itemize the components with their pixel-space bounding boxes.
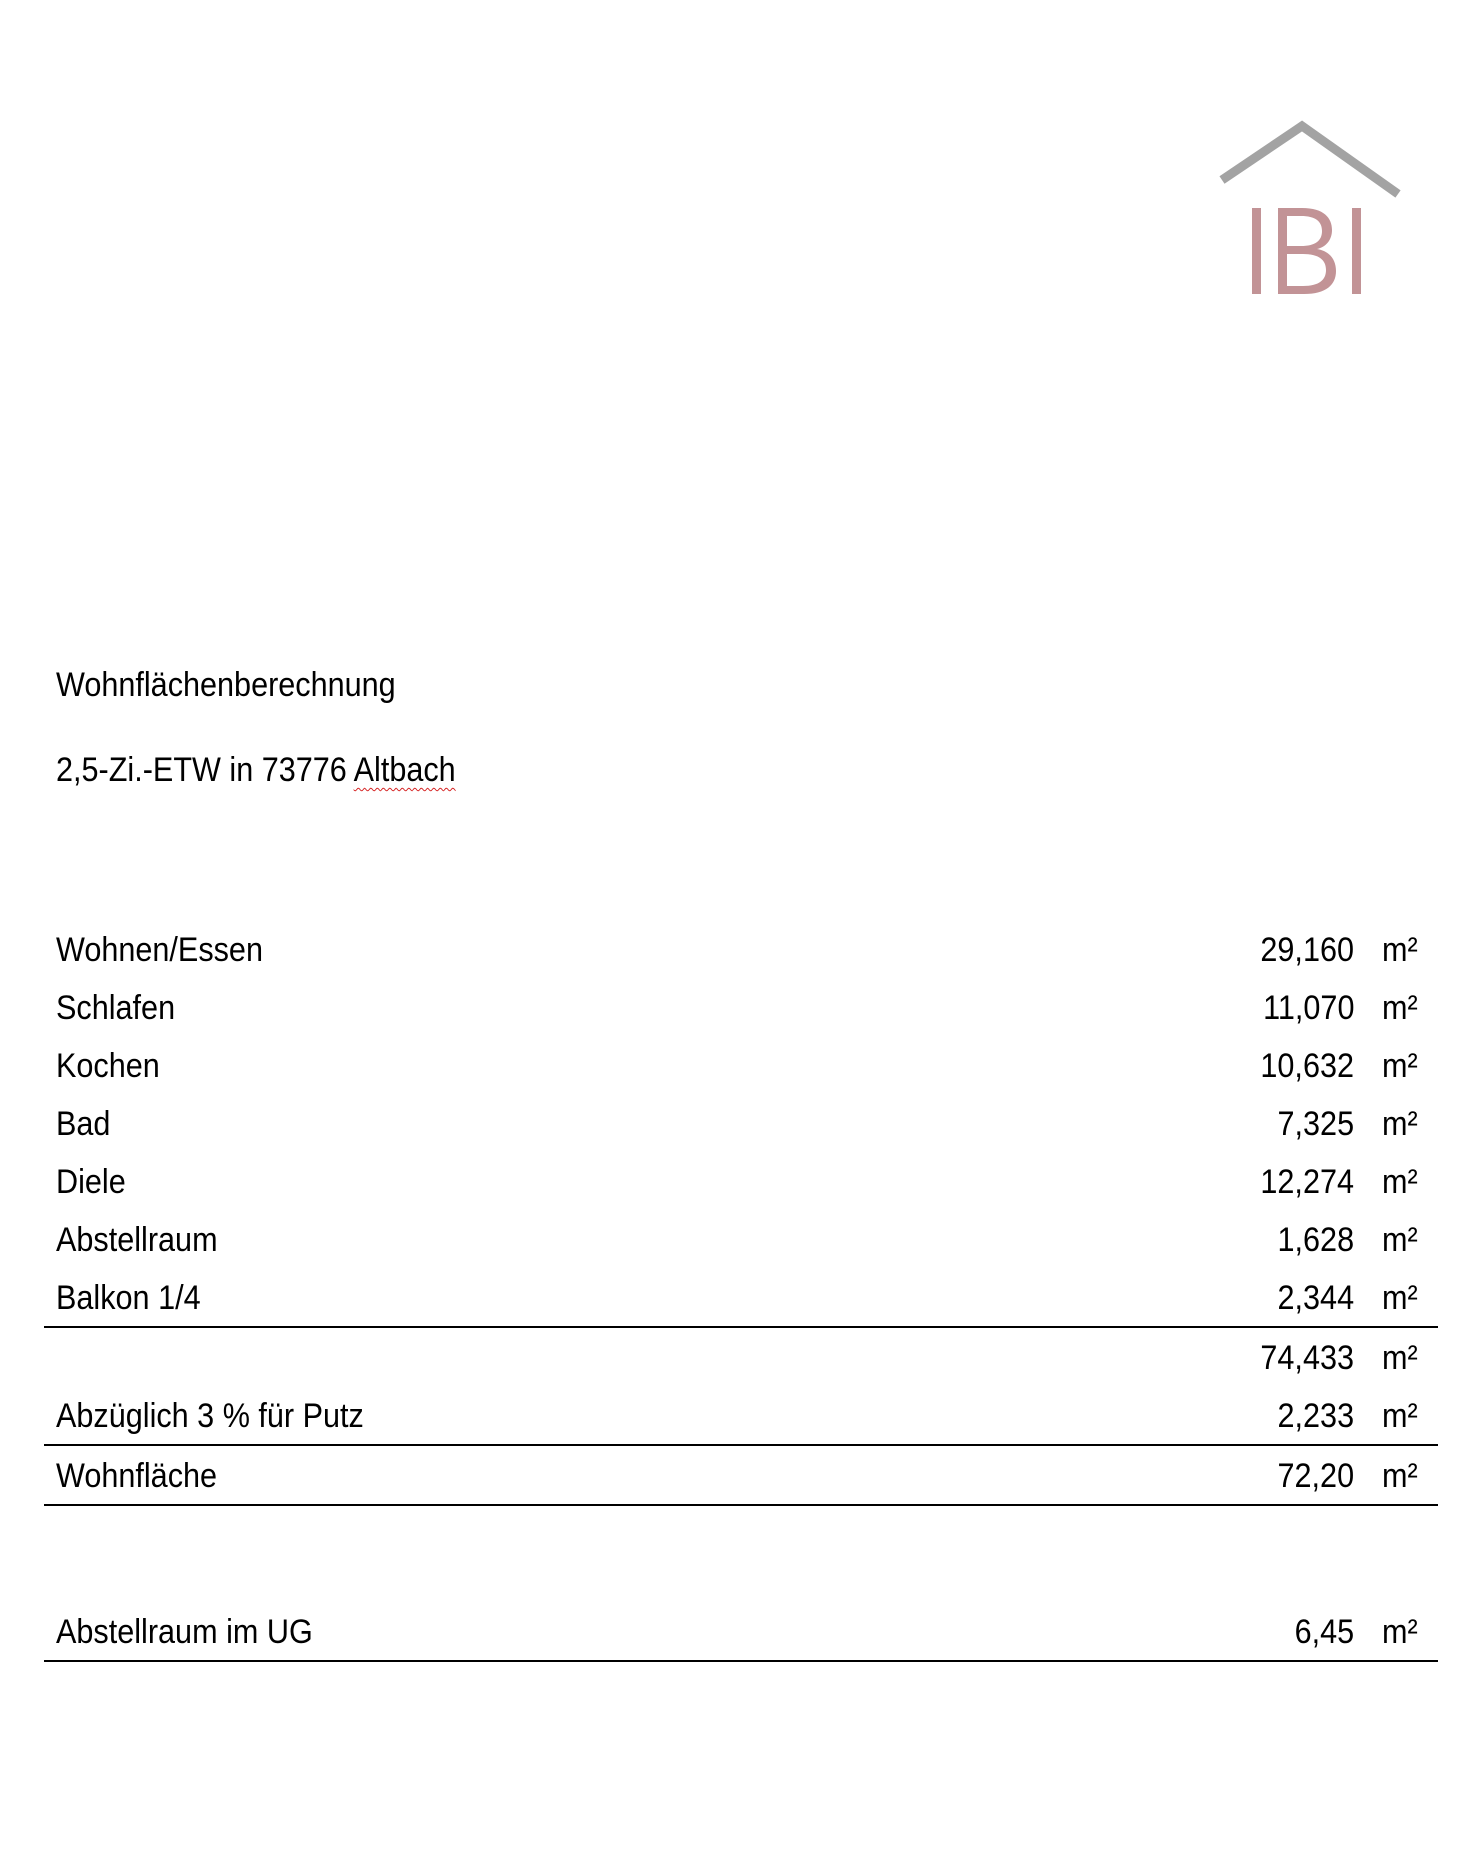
room-label: Abstellraum [56, 1221, 218, 1259]
table-row [44, 1268, 1438, 1328]
table-row [44, 1094, 1438, 1152]
room-label: Schlafen [56, 989, 176, 1027]
total-row [44, 1446, 1438, 1506]
area-unit: m² [1382, 1613, 1418, 1651]
document-subtitle [56, 751, 456, 790]
room-area: 7,325 [1277, 1105, 1354, 1143]
area-unit: m² [1382, 1457, 1418, 1495]
subtotal-row [44, 1328, 1438, 1386]
table-row [44, 1210, 1438, 1268]
area-unit: m² [1382, 1339, 1418, 1377]
area-table [44, 920, 1438, 1506]
table-row [44, 978, 1438, 1036]
area-unit: m² [1382, 1221, 1418, 1259]
area-unit: m² [1382, 931, 1418, 969]
company-logo [1200, 118, 1420, 308]
storage-label: Abstellraum im UG [56, 1613, 313, 1651]
area-unit: m² [1382, 1397, 1418, 1435]
logo-letters [1252, 208, 1361, 294]
deduction-label: Abzüglich 3 % für Putz [56, 1397, 364, 1435]
subtitle-prefix: 2,5-Zi.-ETW in 73776 [56, 751, 354, 789]
table-row [44, 1152, 1438, 1210]
roof-icon [1222, 126, 1398, 194]
room-area: 1,628 [1277, 1221, 1354, 1259]
room-label: Balkon 1/4 [56, 1279, 201, 1317]
table-row [44, 1036, 1438, 1094]
room-label: Kochen [56, 1047, 160, 1085]
subtitle-place: Altbach [353, 751, 456, 789]
room-label: Bad [56, 1105, 111, 1143]
deduction-row [44, 1386, 1438, 1446]
room-label: Diele [56, 1163, 126, 1201]
total-label: Wohnfläche [56, 1457, 218, 1495]
storage-row [44, 1602, 1438, 1662]
area-unit: m² [1382, 1047, 1418, 1085]
storage-area: 6,45 [1294, 1613, 1354, 1651]
total-area: 72,20 [1277, 1457, 1354, 1495]
table-row [44, 920, 1438, 978]
area-unit: m² [1382, 989, 1418, 1027]
room-area: 10,632 [1260, 1047, 1354, 1085]
room-area: 2,344 [1277, 1279, 1354, 1317]
storage-table [44, 1602, 1438, 1662]
area-unit: m² [1382, 1163, 1418, 1201]
room-area: 12,274 [1260, 1163, 1354, 1201]
document-title: Wohnflächenberechnung [56, 666, 396, 704]
room-area: 11,070 [1262, 989, 1354, 1027]
room-label: Wohnen/Essen [56, 931, 263, 969]
subtotal-area: 74,433 [1260, 1339, 1354, 1377]
area-unit: m² [1382, 1279, 1418, 1317]
deduction-area: 2,233 [1277, 1397, 1354, 1435]
room-area: 29,160 [1260, 931, 1354, 969]
area-unit: m² [1382, 1105, 1418, 1143]
